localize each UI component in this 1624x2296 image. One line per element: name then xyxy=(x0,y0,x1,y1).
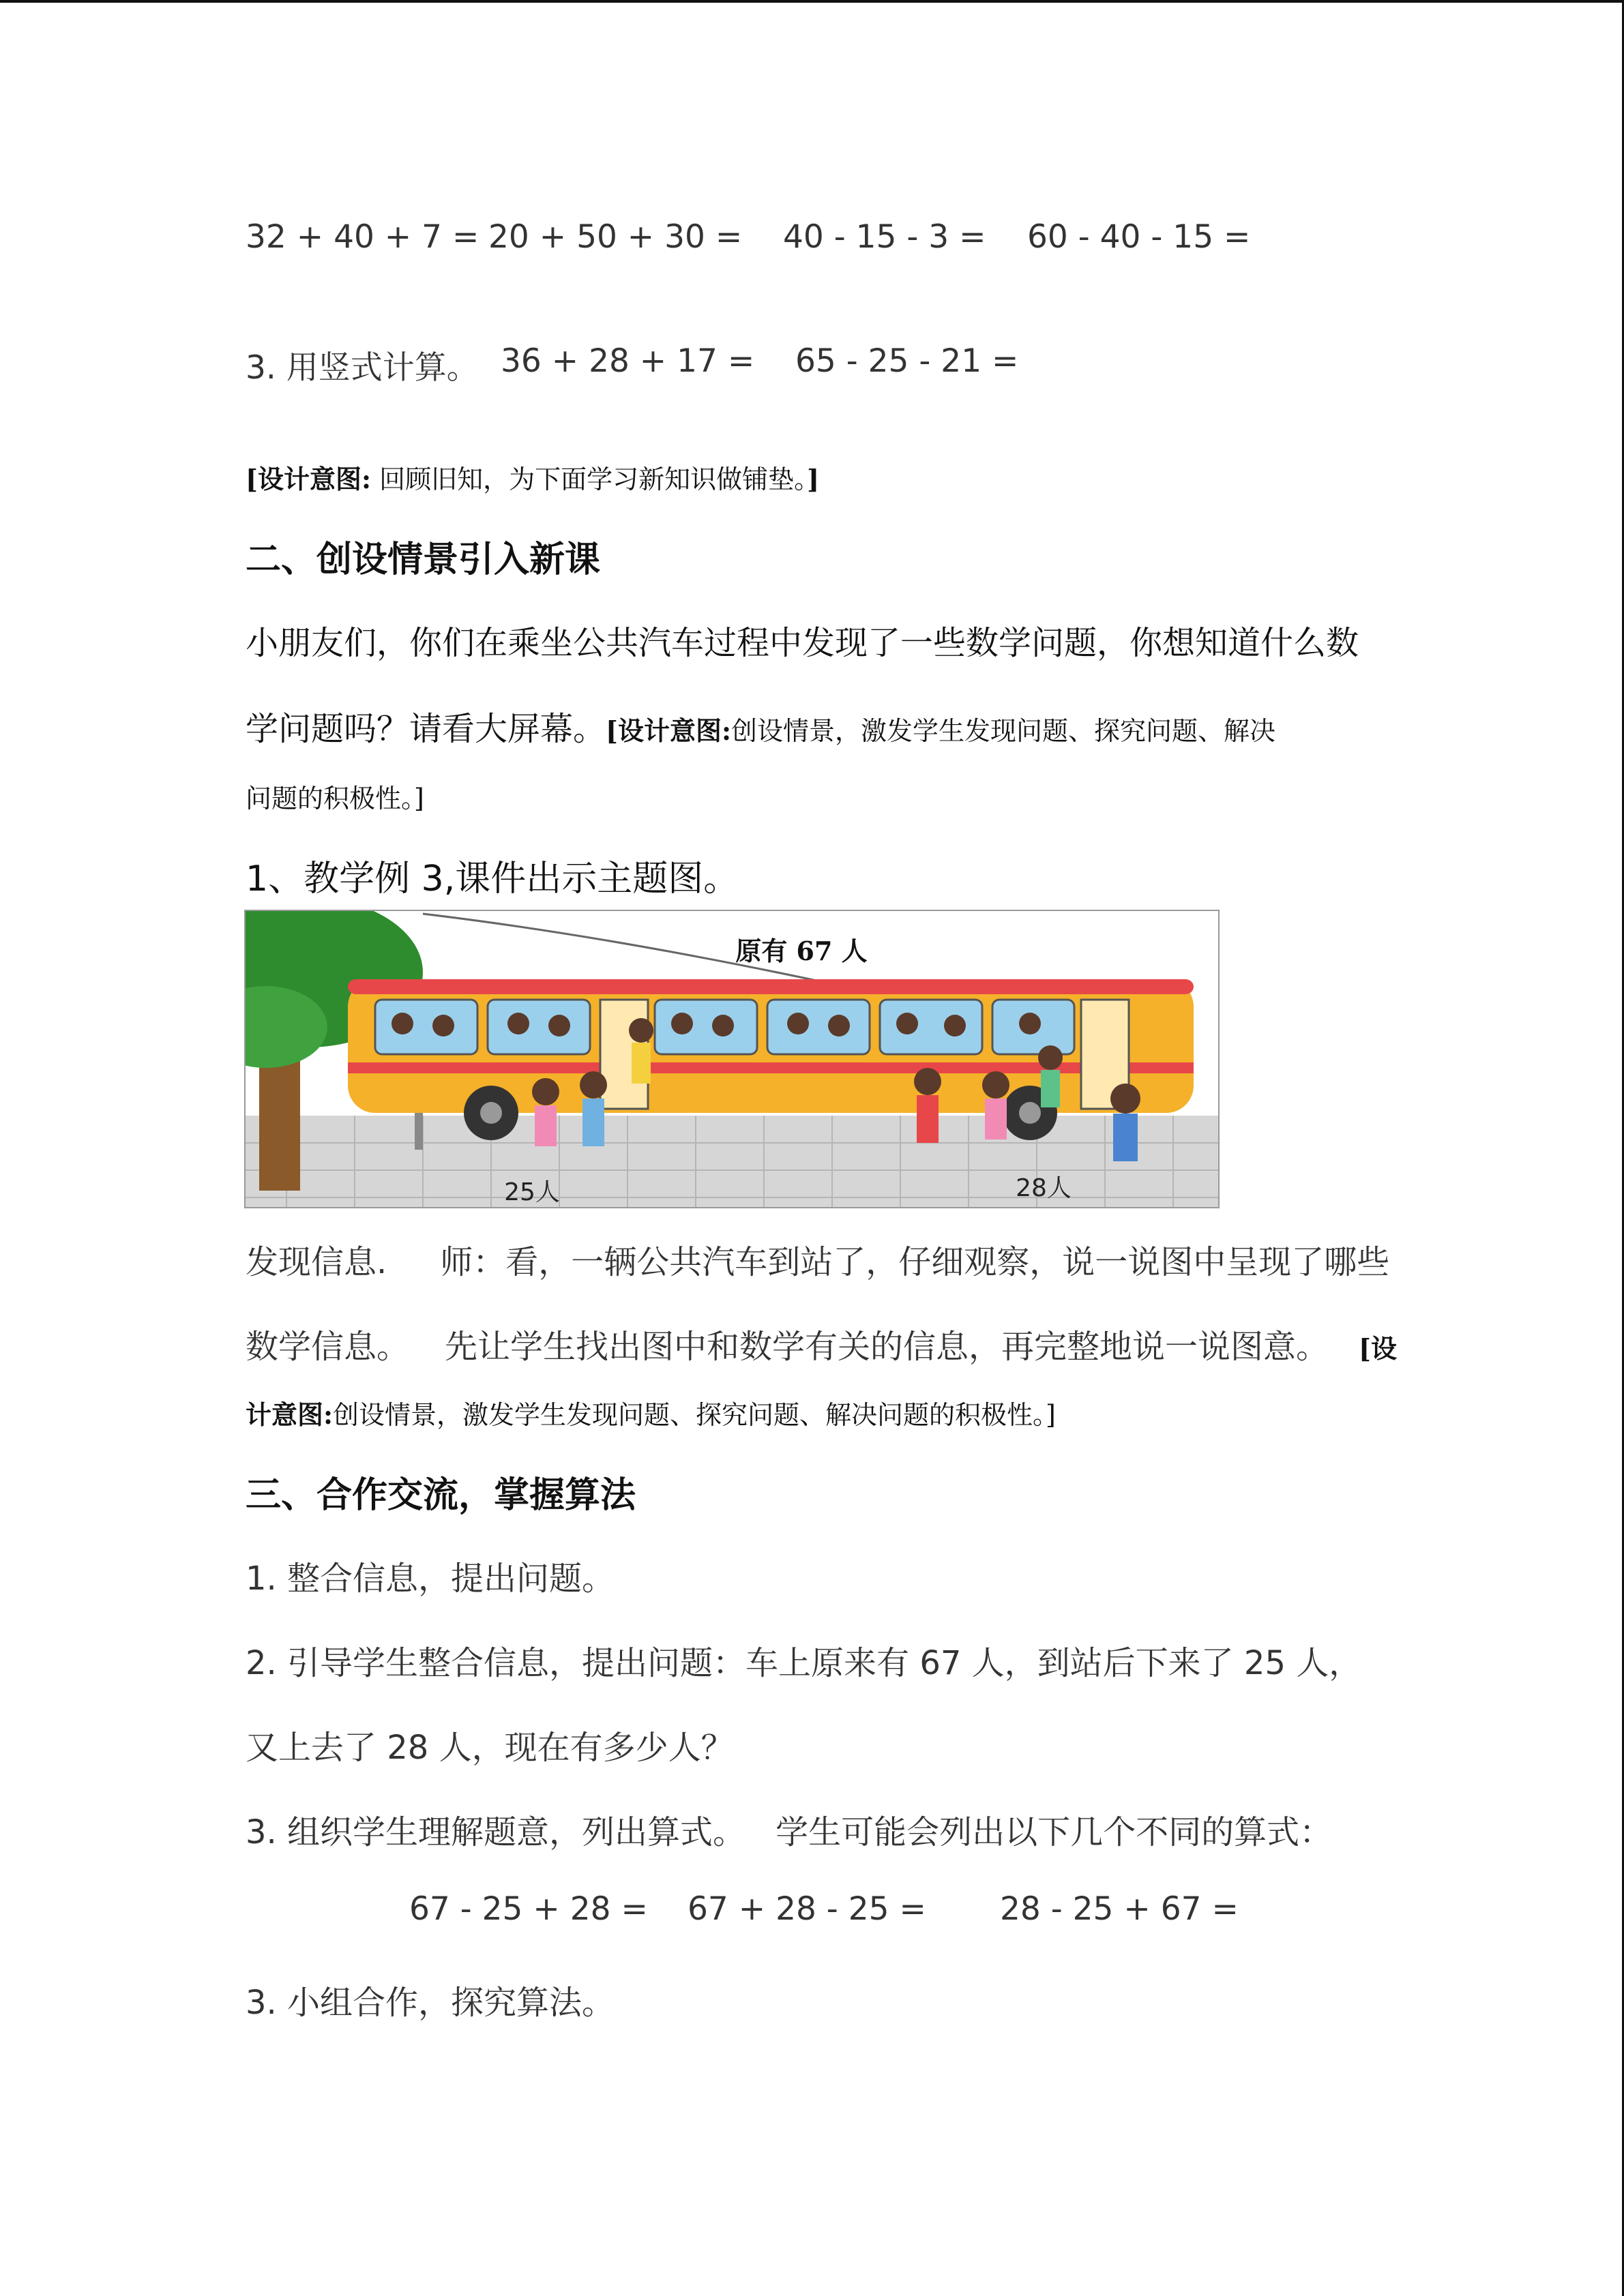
example-line-3-text: 创设情景，激发学生发现问题、探究问题、解决问题的积极性。] xyxy=(333,1400,1056,1430)
vertical-calc-equation-2: 65 - 25 - 21 = xyxy=(795,342,1019,380)
bus-illustration xyxy=(244,910,1220,1208)
section-2-paragraph-line-1: 小朋友们，你们在乘坐公共汽车过程中发现了一些数学问题，你想知道什么数 xyxy=(246,624,1359,662)
review-equation-4: 60 - 40 - 15 = xyxy=(1027,218,1251,256)
section-3-equation-2: 67 + 28 - 25 = xyxy=(688,1890,926,1928)
example-line-1-a: 发现信息. xyxy=(246,1243,387,1281)
design-note-1-text: 回顾旧知，为下面学习新知识做铺垫。 xyxy=(379,464,808,494)
review-equation-1: 32 + 40 + 7 = xyxy=(246,218,479,256)
section-3-item-3-a: 3. 组织学生理解题意，列出算式。 xyxy=(246,1813,746,1851)
section-3-item-3 xyxy=(246,1806,1332,1853)
section-2-paragraph-line-2 xyxy=(246,702,1275,749)
section-2-note-open: [ xyxy=(606,715,618,746)
design-note-1 xyxy=(246,458,819,496)
design-note-1-label: 设计意图: xyxy=(257,464,372,494)
example-line-2 xyxy=(246,1320,1397,1367)
illustration-caption-top: 原有 67 人 xyxy=(735,936,868,966)
section-3-item-2-line-2: 又上去了 28 人，现在有多少人？ xyxy=(246,1729,734,1767)
section-2-paragraph-line-2-text: 学问题吗？请看大屏幕。 xyxy=(246,710,606,748)
example-line-2-b: 先让学生找出图中和数学有关的信息，再完整地说一说图意。 xyxy=(445,1328,1329,1366)
bus-scene-svg xyxy=(246,911,1220,1208)
section-3-item-1: 1. 整合信息，提出问题。 xyxy=(246,1560,615,1598)
page-top-border xyxy=(0,0,1624,3)
section-3-equation-1: 67 - 25 + 28 = xyxy=(409,1890,648,1928)
example-line-3-label: 计意图: xyxy=(246,1399,334,1430)
illustration-label-right: 28人 xyxy=(1016,1174,1072,1202)
pavement xyxy=(246,1116,1220,1208)
bus-side-stripe xyxy=(348,1062,1194,1073)
design-note-1-close: ] xyxy=(807,464,820,494)
section-3-heading: 三、合作交流，掌握算法 xyxy=(246,1475,636,1516)
section-2-heading: 二、创设情景引入新课 xyxy=(246,539,601,580)
example-line-3 xyxy=(246,1394,1056,1431)
example-line-1 xyxy=(246,1236,1389,1283)
example-line-1-b: 师：看，一辆公共汽车到站了，仔细观察，说一说图中呈现了哪些 xyxy=(440,1243,1390,1281)
bus-roof-stripe xyxy=(348,979,1194,994)
example-heading: 1、教学例 3,课件出示主题图。 xyxy=(246,859,739,899)
section-3-equation-3: 28 - 25 + 67 = xyxy=(1000,1890,1239,1928)
section-3-item-2-line-1: 2. 引导学生整合信息，提出问题：车上原来有 67 人，到站后下来了 25 人， xyxy=(246,1644,1362,1682)
example-line-2-a: 数学信息。 xyxy=(246,1328,410,1366)
section-3-item-4: 3. 小组合作，探究算法。 xyxy=(246,1984,615,2022)
design-note-1-open: [ xyxy=(246,464,258,494)
vertical-calc-label: 3. 用竖式计算。 xyxy=(246,349,479,387)
section-3-item-3-b: 学生可能会列出以下几个不同的算式： xyxy=(776,1813,1333,1851)
section-2-note-continuation: 问题的积极性。] xyxy=(246,784,424,814)
section-2-note-label: 设计意图: xyxy=(618,715,732,746)
section-2-note-text: 创设情景，激发学生发现问题、探究问题、解决 xyxy=(731,716,1276,746)
illustration-label-left: 25人 xyxy=(504,1178,560,1206)
review-equation-2: 20 + 50 + 30 = xyxy=(488,218,743,256)
review-equation-3: 40 - 15 - 3 = xyxy=(783,218,986,256)
vertical-calc-equation-1: 36 + 28 + 17 = xyxy=(501,342,755,380)
example-line-2-note: [设 xyxy=(1359,1333,1398,1364)
